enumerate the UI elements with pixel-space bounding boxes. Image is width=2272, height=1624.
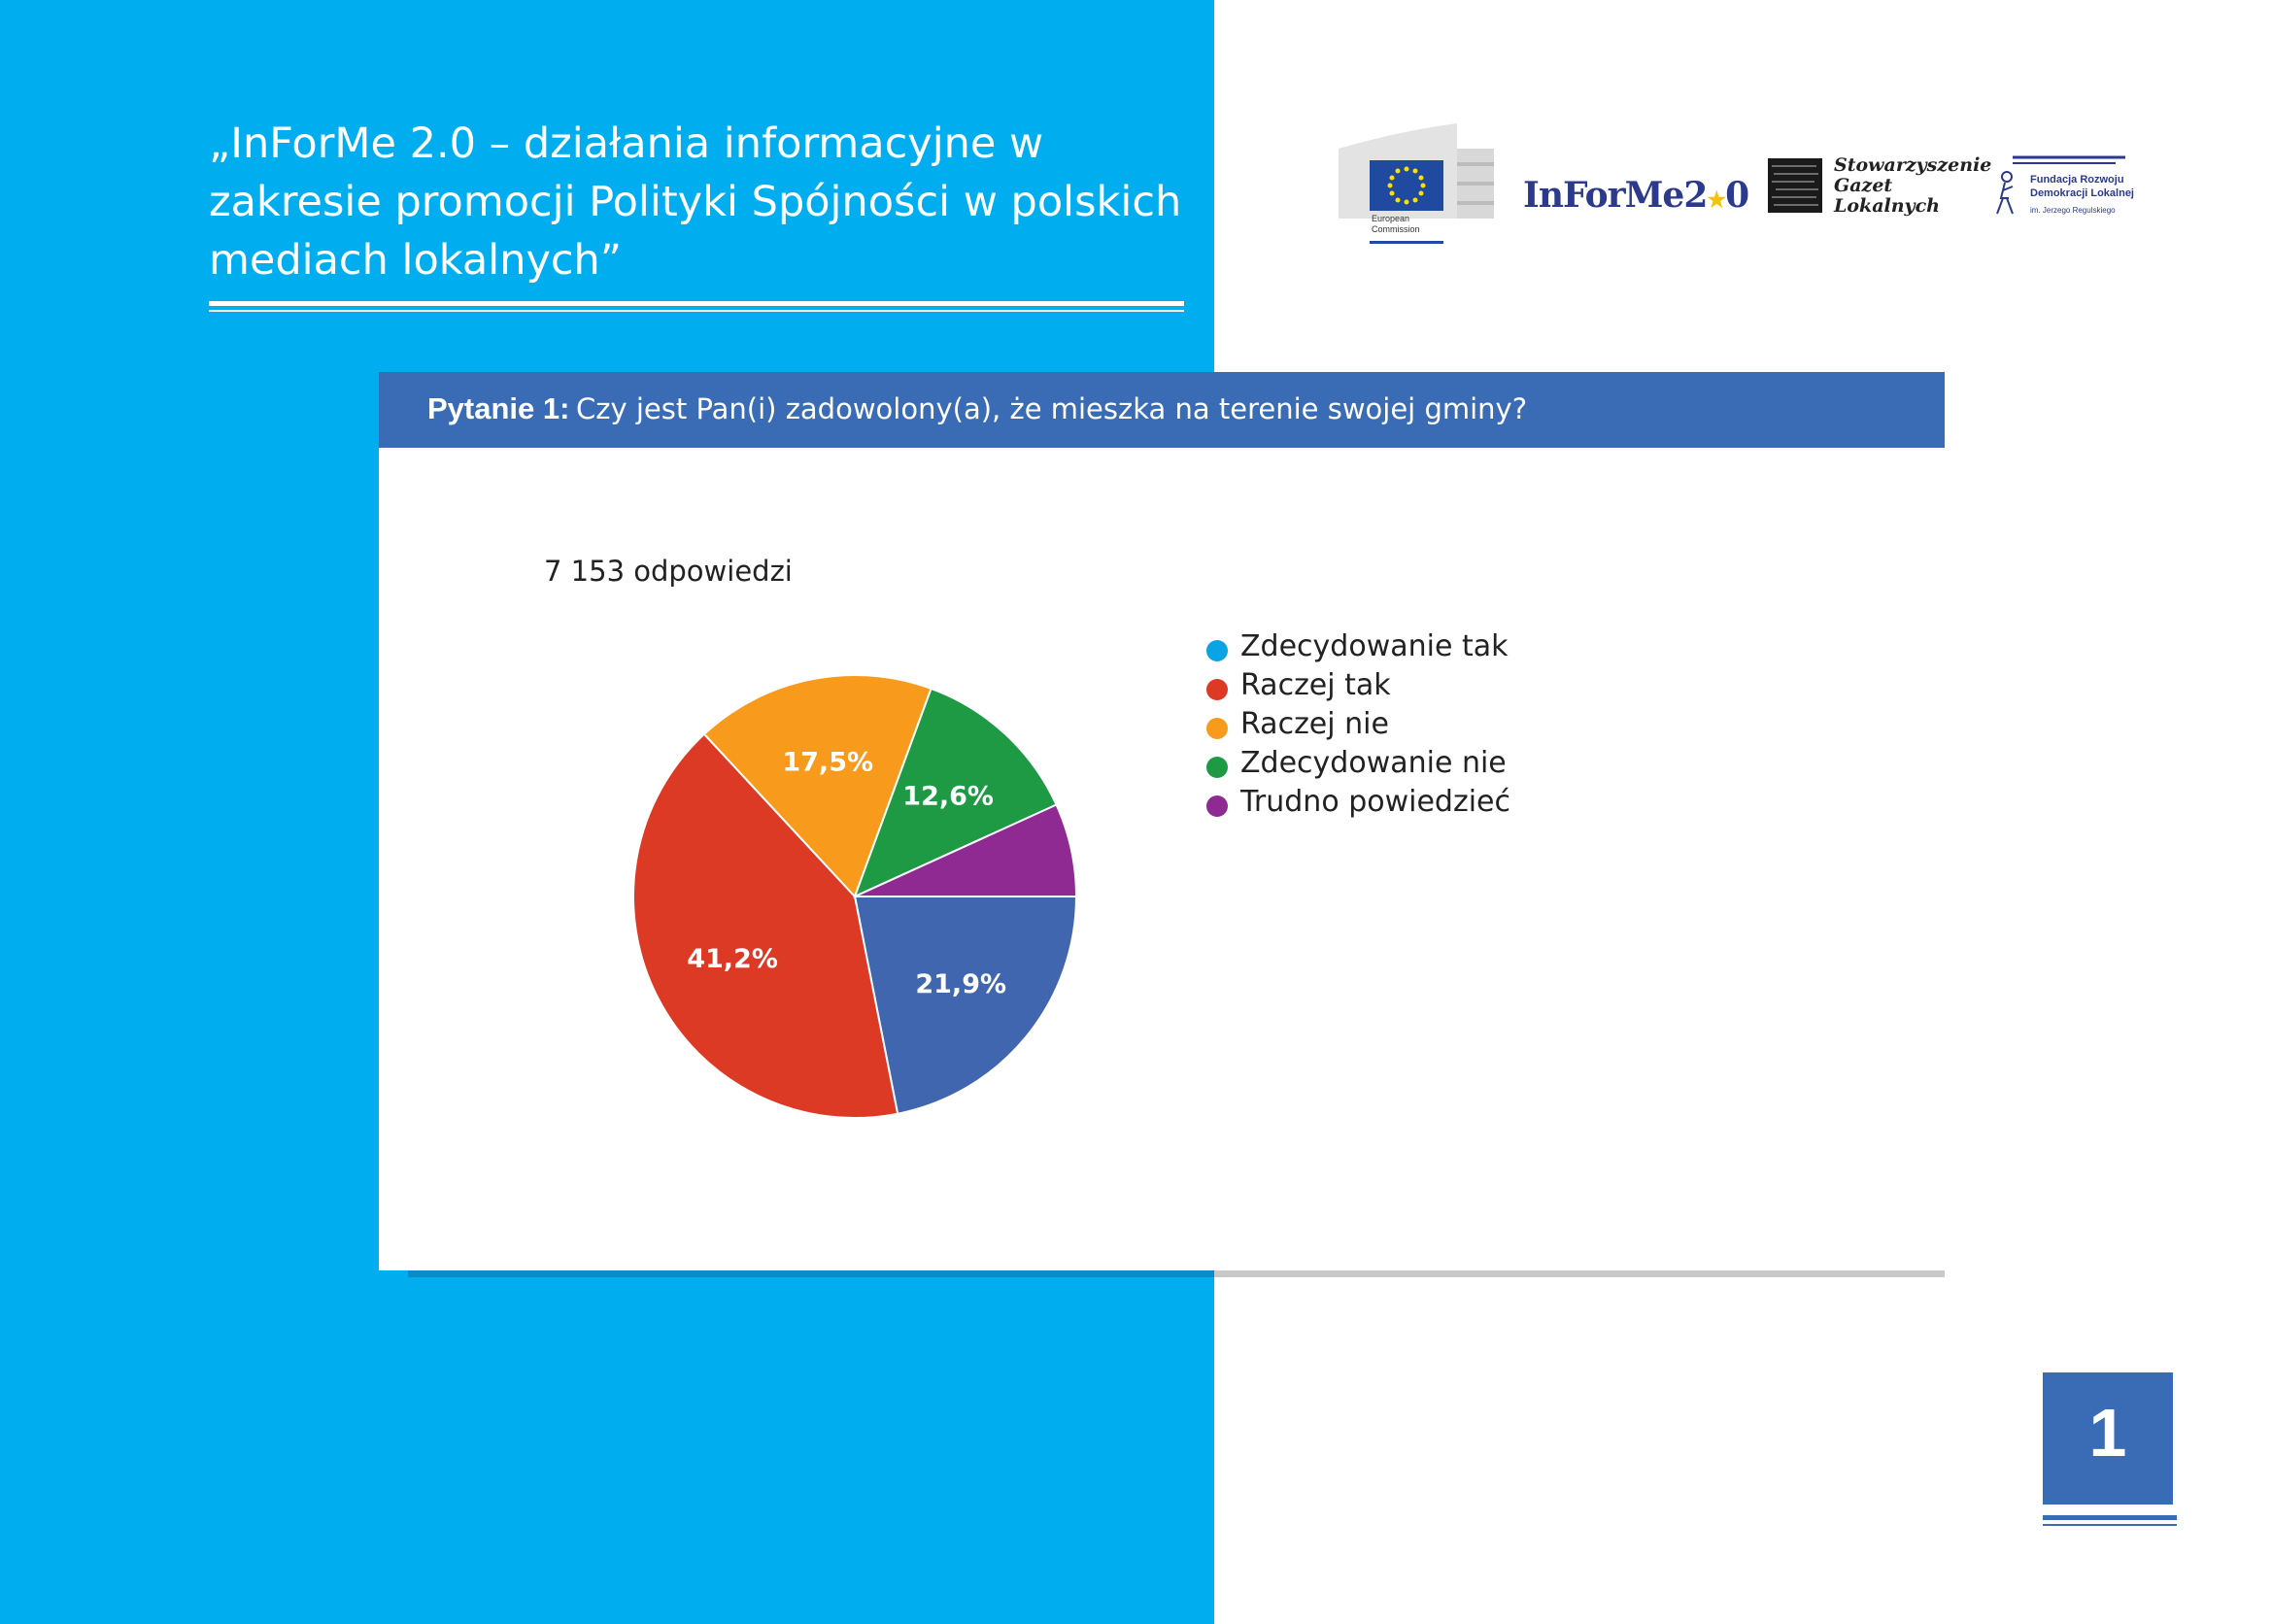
legend-label: Zdecydowanie nie [1240,746,1507,780]
pie-label-raczej-nie: 17,5% [782,747,874,778]
pie-label-raczej-tak: 41,2% [687,944,778,975]
legend-label: Raczej nie [1240,707,1389,741]
sgl-logo-line3: Lokalnych [1834,195,1940,217]
sgl-logo-line1: Stowarzyszenie [1834,154,1992,176]
legend-label: Raczej tak [1240,668,1391,702]
question-header [379,372,1945,448]
page-number-underline-thick [2043,1515,2177,1520]
ec-logo-line2: Commission [1372,224,1420,234]
frdl-logo-line2: Demokracji Lokalnej [2030,187,2134,199]
card-shadow-right [1214,1270,1945,1277]
legend-dot-icon [1206,718,1228,739]
legend-dot-icon [1206,679,1228,700]
star-icon: ★ [1707,187,1726,213]
partner-logos [1331,121,2156,257]
page-number-box [2043,1372,2173,1505]
informe-logo-two: 2 [1683,175,1708,216]
legend-dot-icon [1206,795,1228,817]
legend-dot-icon [1206,640,1228,661]
question-label: Pytanie 1: [427,391,570,425]
fundacja-rozwoju-logo [1991,155,2156,223]
frdl-logo-line3: im. Jerzego Regulskiego [2030,206,2116,215]
card-shadow-left [408,1270,1214,1277]
legend-label: Trudno powiedzieć [1240,785,1511,819]
pie-chart [612,654,1098,1139]
informe-logo-zero: 0 [1725,175,1749,216]
pie-label-zdecydowanie-tak: 21,9% [915,968,1007,999]
title-underline-thin [209,310,1184,312]
frdl-logo-line1: Fundacja Rozwoju [2030,174,2124,186]
title-underline-thick [209,301,1184,306]
legend-label: Zdecydowanie tak [1240,629,1509,663]
european-commission-logo [1331,121,1506,248]
sgl-logo-line2: Gazet [1834,175,1893,196]
pie-label-zdecydowanie-nie: 12,6% [902,781,994,812]
response-count: 7 153 odpowiedzi [544,555,793,588]
stowarzyszenie-gazet-lokalnych-logo [1768,154,1992,223]
page-title: „InForMe 2.0 – działania informacyjne w zakresie promocji Polityki Spójności w polskich mediach lokalnych” [209,119,1182,285]
question-text: Czy jest Pan(i) zadowolony(a), że mieszka na terenie swojej gminy? [576,392,1528,425]
page-number: 1 [2088,1395,2127,1471]
informe-logo-text: InForMe [1523,175,1684,216]
legend-dot-icon [1206,757,1228,778]
ec-logo-line1: European [1372,214,1410,223]
page-number-underline-thin [2043,1524,2177,1526]
question-card [379,372,1945,1270]
informe-logo [1523,175,1748,216]
